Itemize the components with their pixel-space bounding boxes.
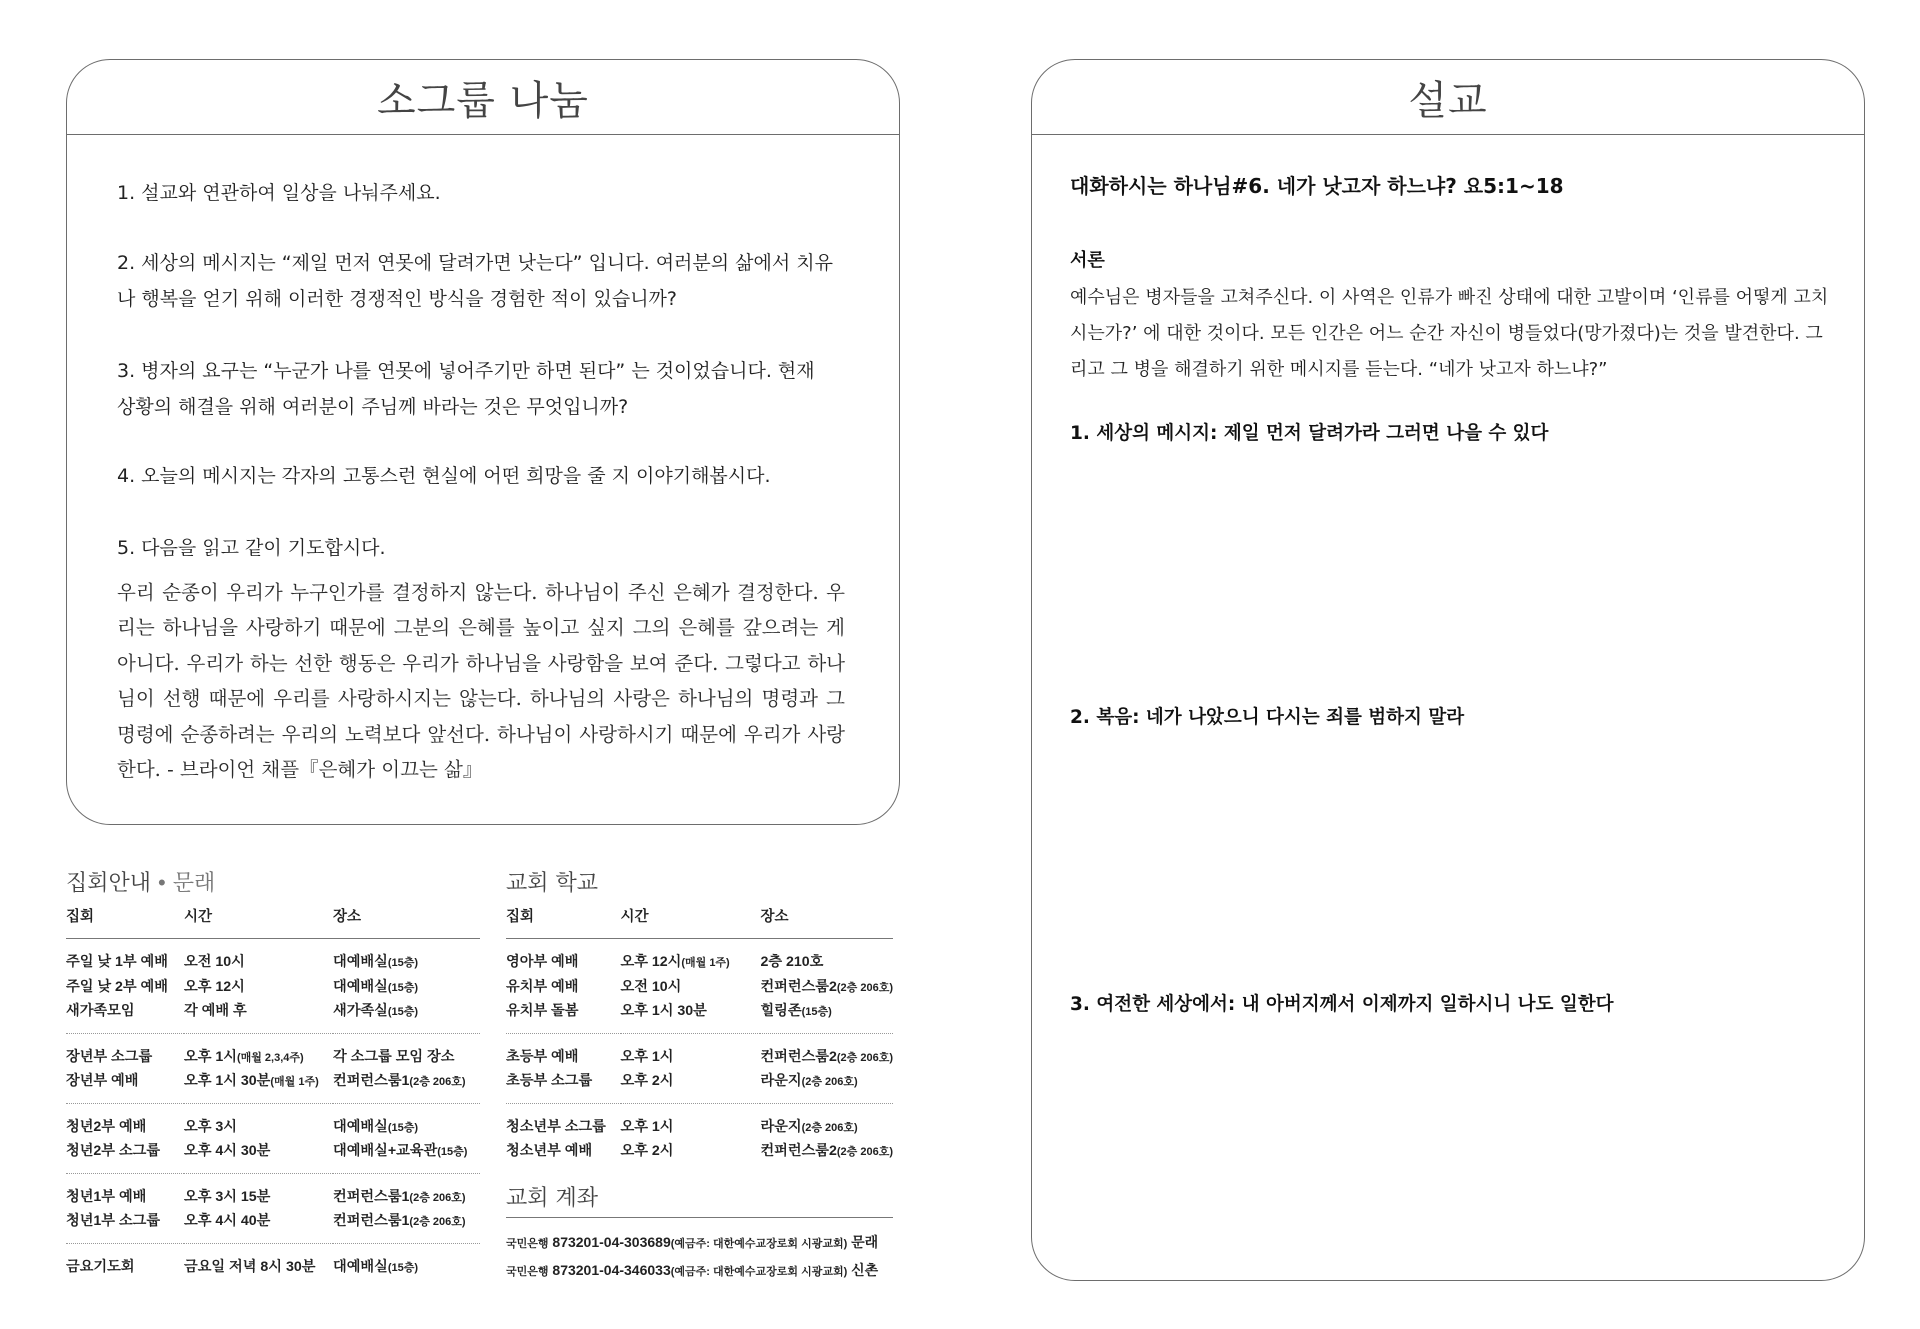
meeting-cell: 새가족모임 [66, 998, 184, 1033]
account-2-holder: (예금주: 대한예수교장로회 시광교회) [670, 1266, 848, 1278]
time-cell: 오후 1시 [620, 1118, 674, 1135]
accounts-divider [506, 1217, 893, 1218]
place-cell: 컨퍼런스룸2(2층 206호) [760, 1048, 893, 1065]
cell-note: (15층) [387, 1006, 419, 1019]
account-2-number: 873201-04-346033 [552, 1262, 671, 1278]
cell-note: (2층 206호) [836, 1051, 893, 1064]
place-cell: 2층 210호 [760, 954, 824, 971]
place-cell: 라운지(2층 206호) [760, 1118, 858, 1135]
cell-note: (2층 206호) [409, 1076, 466, 1089]
place-cell: 컨퍼런스룸1(2층 206호) [333, 1068, 480, 1103]
cell-note: (15층) [387, 1261, 419, 1274]
table-row [506, 1033, 893, 1068]
col-meeting: 집회 [66, 902, 184, 939]
place-cell: 컨퍼런스룸1(2층 206호) [333, 1208, 480, 1243]
school-col-place: 장소 [760, 902, 893, 939]
meetings-heading-sep: • [151, 871, 173, 896]
meeting-cell: 청년1부 예배 [66, 1188, 147, 1205]
sermon-point-2: 2. 복음: 네가 나았으니 다시는 죄를 범하지 말라 [1070, 707, 1465, 728]
meeting-cell: 초등부 소그룹 [506, 1068, 621, 1103]
meeting-cell: 유치부 예배 [506, 978, 579, 995]
cell-note: (2층 206호) [409, 1216, 466, 1229]
sermon-point-3: 3. 여전한 세상에서: 내 아버지께서 이제까지 일하시니 나도 일한다 [1070, 994, 1614, 1015]
place-cell: 대예배실(15층) [333, 1258, 419, 1275]
cell-note: (2층 206호) [801, 1121, 858, 1134]
sermon-intro-label: 서론 [1070, 250, 1105, 271]
cell-note: (매월 1주) [681, 957, 730, 970]
meeting-cell: 청년2부 예배 [66, 1118, 147, 1135]
question-3: 3. 병자의 요구는 “누군가 나를 연못에 넣어주기만 하면 된다” 는 것이었습니다. 현재 상황의 해결을 위해 여러분이 주님께 바라는 것은 무엇입니까? [117, 360, 815, 418]
place-cell: 라운지(2층 206호) [760, 1068, 893, 1103]
time-cell: 오전 10시 [620, 978, 682, 995]
meeting-cell: 주일 낮 1부 예배 [66, 954, 168, 971]
cell-note: (매월 1주) [270, 1076, 319, 1089]
col-time: 시간 [184, 902, 333, 939]
school-table [506, 902, 893, 1163]
account-2-bank: 국민은행 [506, 1266, 549, 1278]
small-group-panel [66, 59, 900, 825]
meetings-body [66, 939, 480, 1279]
place-cell: 대예배실(15층) [333, 1118, 419, 1135]
time-cell: 오후 2시 [621, 1068, 761, 1103]
account-1 [506, 1232, 878, 1252]
accounts-heading: 교회 계좌 [506, 1186, 599, 1211]
account-1-bank: 국민은행 [506, 1238, 549, 1250]
cell-note: (2층 206호) [801, 1076, 858, 1089]
place-cell: 힐링존(15층) [760, 998, 893, 1033]
time-cell: 금요일 저녁 8시 30분 [184, 1258, 316, 1275]
table-row [66, 1208, 480, 1243]
place-cell: 컨퍼런스룸2(2층 206호) [760, 1143, 893, 1160]
meetings-heading-main: 집회안내 [66, 871, 152, 896]
account-1-number: 873201-04-303689 [552, 1234, 671, 1250]
table-row [66, 1138, 480, 1173]
time-cell: 오후 2시 [620, 1143, 674, 1160]
time-cell: 오후 3시 15분 [184, 1188, 271, 1205]
time-cell: 오후 1시 [620, 1048, 674, 1065]
sermon-title: 대화하시는 하나님#6. 네가 낫고자 하느냐? 요5:1~18 [1070, 174, 1564, 198]
table-row [66, 1173, 480, 1208]
place-cell: 컨퍼런스룸2(2층 206호) [760, 978, 893, 995]
cell-note: (15층) [387, 957, 419, 970]
table-row [66, 1033, 480, 1068]
cell-note: (15층) [387, 981, 419, 994]
time-cell: 오후 1시 30분(매월 1주) [184, 1068, 333, 1103]
table-row [66, 1243, 480, 1278]
cell-note: (15층) [437, 1146, 468, 1159]
time-cell: 오후 3시 [184, 1118, 237, 1135]
table-row [66, 939, 480, 974]
table-row [506, 1138, 893, 1163]
place-cell: 컨퍼런스룸1(2층 206호) [333, 1188, 466, 1205]
cell-note: (매월 2,3,4주) [236, 1051, 304, 1064]
time-cell: 오후 12시(매월 1주) [620, 954, 730, 971]
question-4: 4. 오늘의 메시지는 각자의 고통스런 현실에 어떤 희망을 줄 지 이야기해봅시다. [117, 465, 771, 487]
cell-note: (2층 206호) [836, 981, 893, 994]
account-1-holder: (예금주: 대한예수교장로회 시광교회) [670, 1238, 848, 1250]
time-cell: 오전 10시 [184, 954, 245, 971]
place-cell: 각 소그룹 모임 장소 [333, 1048, 455, 1065]
school-header-row [506, 902, 893, 939]
question-2: 2. 세상의 메시지는 “제일 먼저 연못에 달려가면 낫는다” 입니다. 여러분의 삶에서 치유나 행복을 얻기 위해 이러한 경쟁적인 방식을 경험한 적이 있습니까? [117, 252, 833, 310]
sermon-panel [1031, 59, 1865, 1281]
meeting-cell: 장년부 예배 [66, 1068, 184, 1103]
time-cell: 오후 12시 [184, 978, 245, 995]
prayer-quote: 우리 순종이 우리가 누구인가를 결정하지 않는다. 하나님이 주신 은혜가 결정한다. 우리는 하나님을 사랑하기 때문에 그분의 은혜를 높이고 싶지 그의 은혜를 갚으려는 게 아니다. 우리가 하는 선한 행동은 우리가 하나님을 사랑함을 보여 준다. 그렇다고 하나님이 선행 때문에 우리를 사랑하시지는 않는다. 하나님의 사랑은 하나님의 명령과 그 명령에 순종하려는 우리의 노력보다 앞선다. 하나님이 사랑하시기 때문에 우리가 사랑한다. - 브라이언 채플『은혜가 이끄는 삶』 [117, 581, 845, 782]
meeting-cell: 청년2부 소그룹 [66, 1138, 184, 1173]
table-row [66, 998, 480, 1033]
meetings-table [66, 902, 480, 1278]
small-group-header [67, 60, 899, 135]
table-row [506, 1068, 893, 1103]
account-1-branch: 문래 [851, 1234, 879, 1250]
time-cell: 오후 1시 30분 [621, 998, 761, 1033]
table-row [66, 1103, 480, 1138]
meeting-cell: 영아부 예배 [506, 954, 579, 971]
meeting-cell: 초등부 예배 [506, 1048, 579, 1065]
sermon-point-1: 1. 세상의 메시지: 제일 먼저 달려가라 그러면 나을 수 있다 [1070, 423, 1549, 444]
meeting-cell: 청년1부 소그룹 [66, 1208, 184, 1243]
question-1: 1. 설교와 연관하여 일상을 나눠주세요. [117, 182, 441, 204]
cell-note: (15층) [801, 1006, 832, 1019]
account-2 [506, 1260, 878, 1280]
school-col-time: 시간 [621, 902, 761, 939]
sermon-intro: 예수님은 병자들을 고쳐주신다. 이 사역은 인류가 빠진 상태에 대한 고발이며 ‘인류를 어떻게 고치시는가?’ 에 대한 것이다. 모든 인간은 어느 순간 자신이 병들었다(망가졌다)는 것을 발견한다. 그리고 그 병을 해결하기 위한 메시지를 듣는다. “네가 낫고자 하느냐?” [1070, 287, 1829, 380]
cell-note: (2층 206호) [409, 1191, 466, 1204]
time-cell: 오후 4시 30분 [184, 1138, 333, 1173]
table-row [66, 974, 480, 999]
table-row [506, 939, 893, 974]
account-2-branch: 신촌 [851, 1262, 879, 1278]
meeting-cell: 청소년부 소그룹 [506, 1118, 606, 1135]
time-cell: 오후 4시 40분 [184, 1208, 333, 1243]
question-5: 5. 다음을 읽고 같이 기도합시다. [117, 537, 386, 559]
place-cell: 대예배실+교육관(15층) [333, 1138, 480, 1173]
table-row [506, 998, 893, 1033]
meeting-cell: 장년부 소그룹 [66, 1048, 153, 1065]
meeting-cell: 청소년부 예배 [506, 1143, 593, 1160]
table-row [506, 1103, 893, 1138]
school-heading: 교회 학교 [506, 871, 599, 896]
meetings-header-row [66, 902, 480, 939]
meeting-cell: 유치부 돌봄 [506, 998, 621, 1033]
school-body [506, 939, 893, 1163]
cell-note: (2층 206호) [836, 1146, 893, 1159]
place-cell: 새가족실(15층) [333, 998, 480, 1033]
meeting-cell: 주일 낮 2부 예배 [66, 978, 168, 995]
meeting-cell: 금요기도회 [66, 1258, 135, 1275]
table-row [506, 974, 893, 999]
meetings-heading [66, 866, 215, 897]
place-cell: 대예배실(15층) [333, 954, 419, 971]
sermon-header [1032, 60, 1864, 135]
meetings-heading-sub: 문래 [172, 871, 216, 896]
sermon-panel-title: 설교 [1408, 77, 1488, 124]
school-col-meeting: 집회 [506, 902, 621, 939]
small-group-title: 소그룹 나눔 [377, 77, 589, 124]
time-cell: 오후 1시(매월 2,3,4주) [184, 1048, 304, 1065]
time-cell: 각 예배 후 [184, 998, 333, 1033]
place-cell: 대예배실(15층) [333, 978, 419, 995]
cell-note: (15층) [387, 1121, 419, 1134]
table-row [66, 1068, 480, 1103]
col-place: 장소 [333, 902, 480, 939]
